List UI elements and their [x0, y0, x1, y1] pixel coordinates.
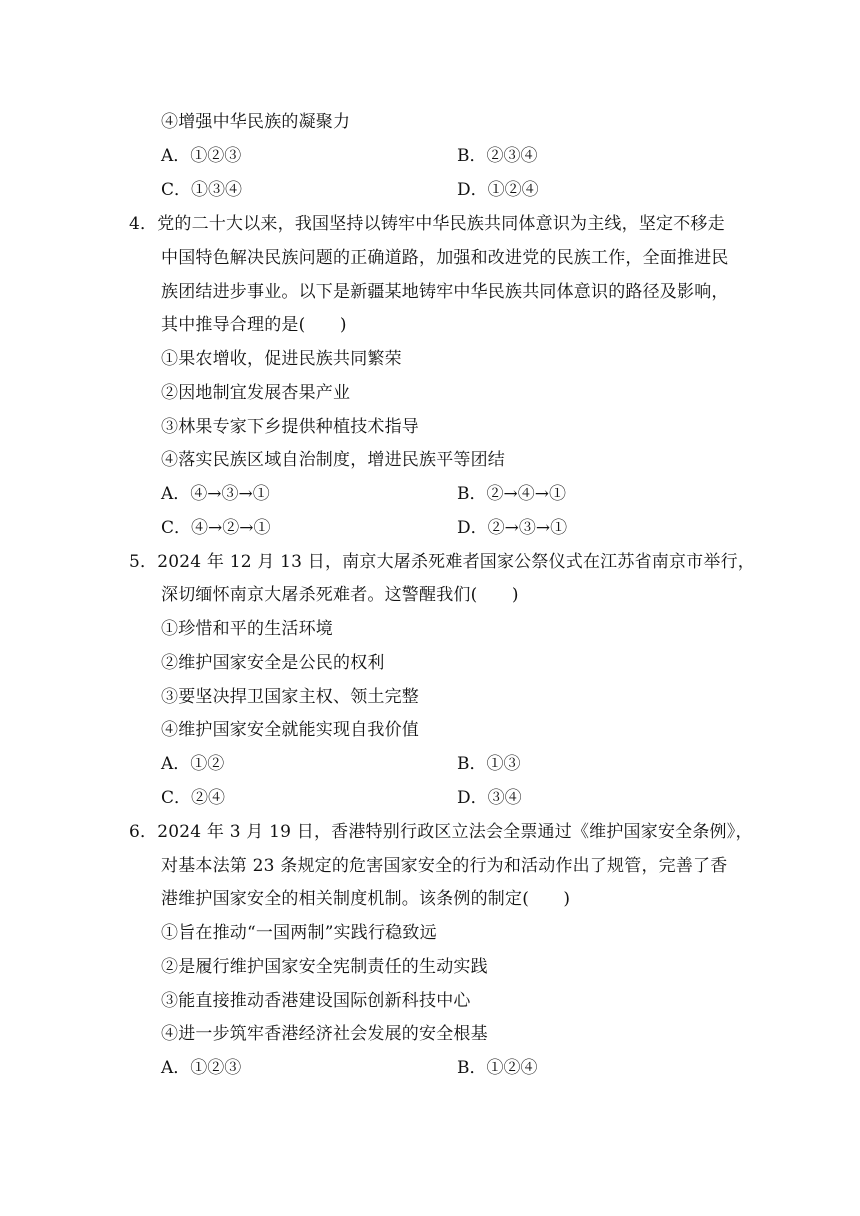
q5-item-1: ①珍惜和平的生活环境 — [161, 619, 333, 639]
q6-stem-line-1 — [129, 820, 753, 844]
q4-option-d: D．②→③→① — [457, 518, 568, 538]
q6-item-2: ②是履行维护国家安全宪制责任的生动实践 — [161, 957, 488, 977]
q4-stem-line-1 — [129, 212, 725, 236]
q6-item-3: ③能直接推动香港建设国际创新科技中心 — [161, 991, 471, 1011]
q4-item-3: ③林果专家下乡提供种植技术指导 — [161, 417, 419, 437]
q3-item-4: ④增强中华民族的凝聚力 — [161, 112, 351, 132]
q5-item-2: ②维护国家安全是公民的权利 — [161, 653, 385, 673]
q5-number: 5． — [129, 552, 158, 572]
q5-stem-line-2: 深切缅怀南京大屠杀死难者。这警醒我们( ) — [161, 585, 519, 605]
q4-item-4: ④落实民族区域自治制度，增进民族平等团结 — [161, 450, 505, 470]
q5-stem-text-1: 2024 年 12 月 13 日，南京大屠杀死难者国家公祭仪式在江苏省南京市举行， — [157, 552, 755, 572]
q6-item-4: ④进一步筑牢香港经济社会发展的安全根基 — [161, 1024, 488, 1044]
q5-stem-line-1 — [129, 550, 755, 574]
q4-item-2: ②因地制宜发展杏果产业 — [161, 383, 351, 403]
q4-item-1: ①果农增收，促进民族共同繁荣 — [161, 349, 402, 369]
q4-option-a: A．④→③→① — [161, 484, 270, 504]
q6-option-a: A．①②③ — [161, 1058, 242, 1078]
q4-stem-text-1: 党的二十大以来，我国坚持以铸牢中华民族共同体意识为主线，坚定不移走 — [157, 214, 725, 234]
q5-option-a: A．①② — [161, 754, 225, 774]
q6-stem-text-1: 2024 年 3 月 19 日，香港特别行政区立法会全票通过《维护国家安全条例》， — [157, 822, 753, 842]
q6-stem-line-3: 港维护国家安全的相关制度机制。该条例的制定( ) — [161, 889, 571, 909]
q3-option-d: D．①②④ — [457, 180, 539, 200]
q6-item-1: ①旨在推动“一国两制”实践行稳致远 — [161, 923, 437, 943]
q5-option-d: D．③④ — [457, 788, 522, 808]
q5-item-3: ③要坚决捍卫国家主权、领土完整 — [161, 687, 419, 707]
q6-number: 6． — [129, 822, 158, 842]
q4-number: 4． — [129, 214, 158, 234]
q5-option-b: B．①③ — [457, 754, 521, 774]
q3-option-a: A．①②③ — [161, 146, 242, 166]
q6-stem-line-2: 对基本法第 23 条规定的危害国家安全的行为和活动作出了规管，完善了香 — [161, 856, 728, 876]
q6-option-b: B．①②④ — [457, 1058, 538, 1078]
q3-option-b: B．②③④ — [457, 146, 538, 166]
q3-option-c: C．①③④ — [161, 180, 243, 200]
q4-stem-line-4: 其中推导合理的是( ) — [161, 315, 347, 335]
q4-option-b: B．②→④→① — [457, 484, 566, 504]
q5-item-4: ④维护国家安全就能实现自我价值 — [161, 720, 419, 740]
q4-stem-line-3: 族团结进步事业。以下是新疆某地铸牢中华民族共同体意识的路径及影响， — [161, 282, 729, 302]
q4-option-c: C．④→②→① — [161, 518, 271, 538]
q5-option-c: C．②④ — [161, 788, 226, 808]
q4-stem-line-2: 中国特色解决民族问题的正确道路，加强和改进党的民族工作，全面推进民 — [161, 248, 729, 268]
